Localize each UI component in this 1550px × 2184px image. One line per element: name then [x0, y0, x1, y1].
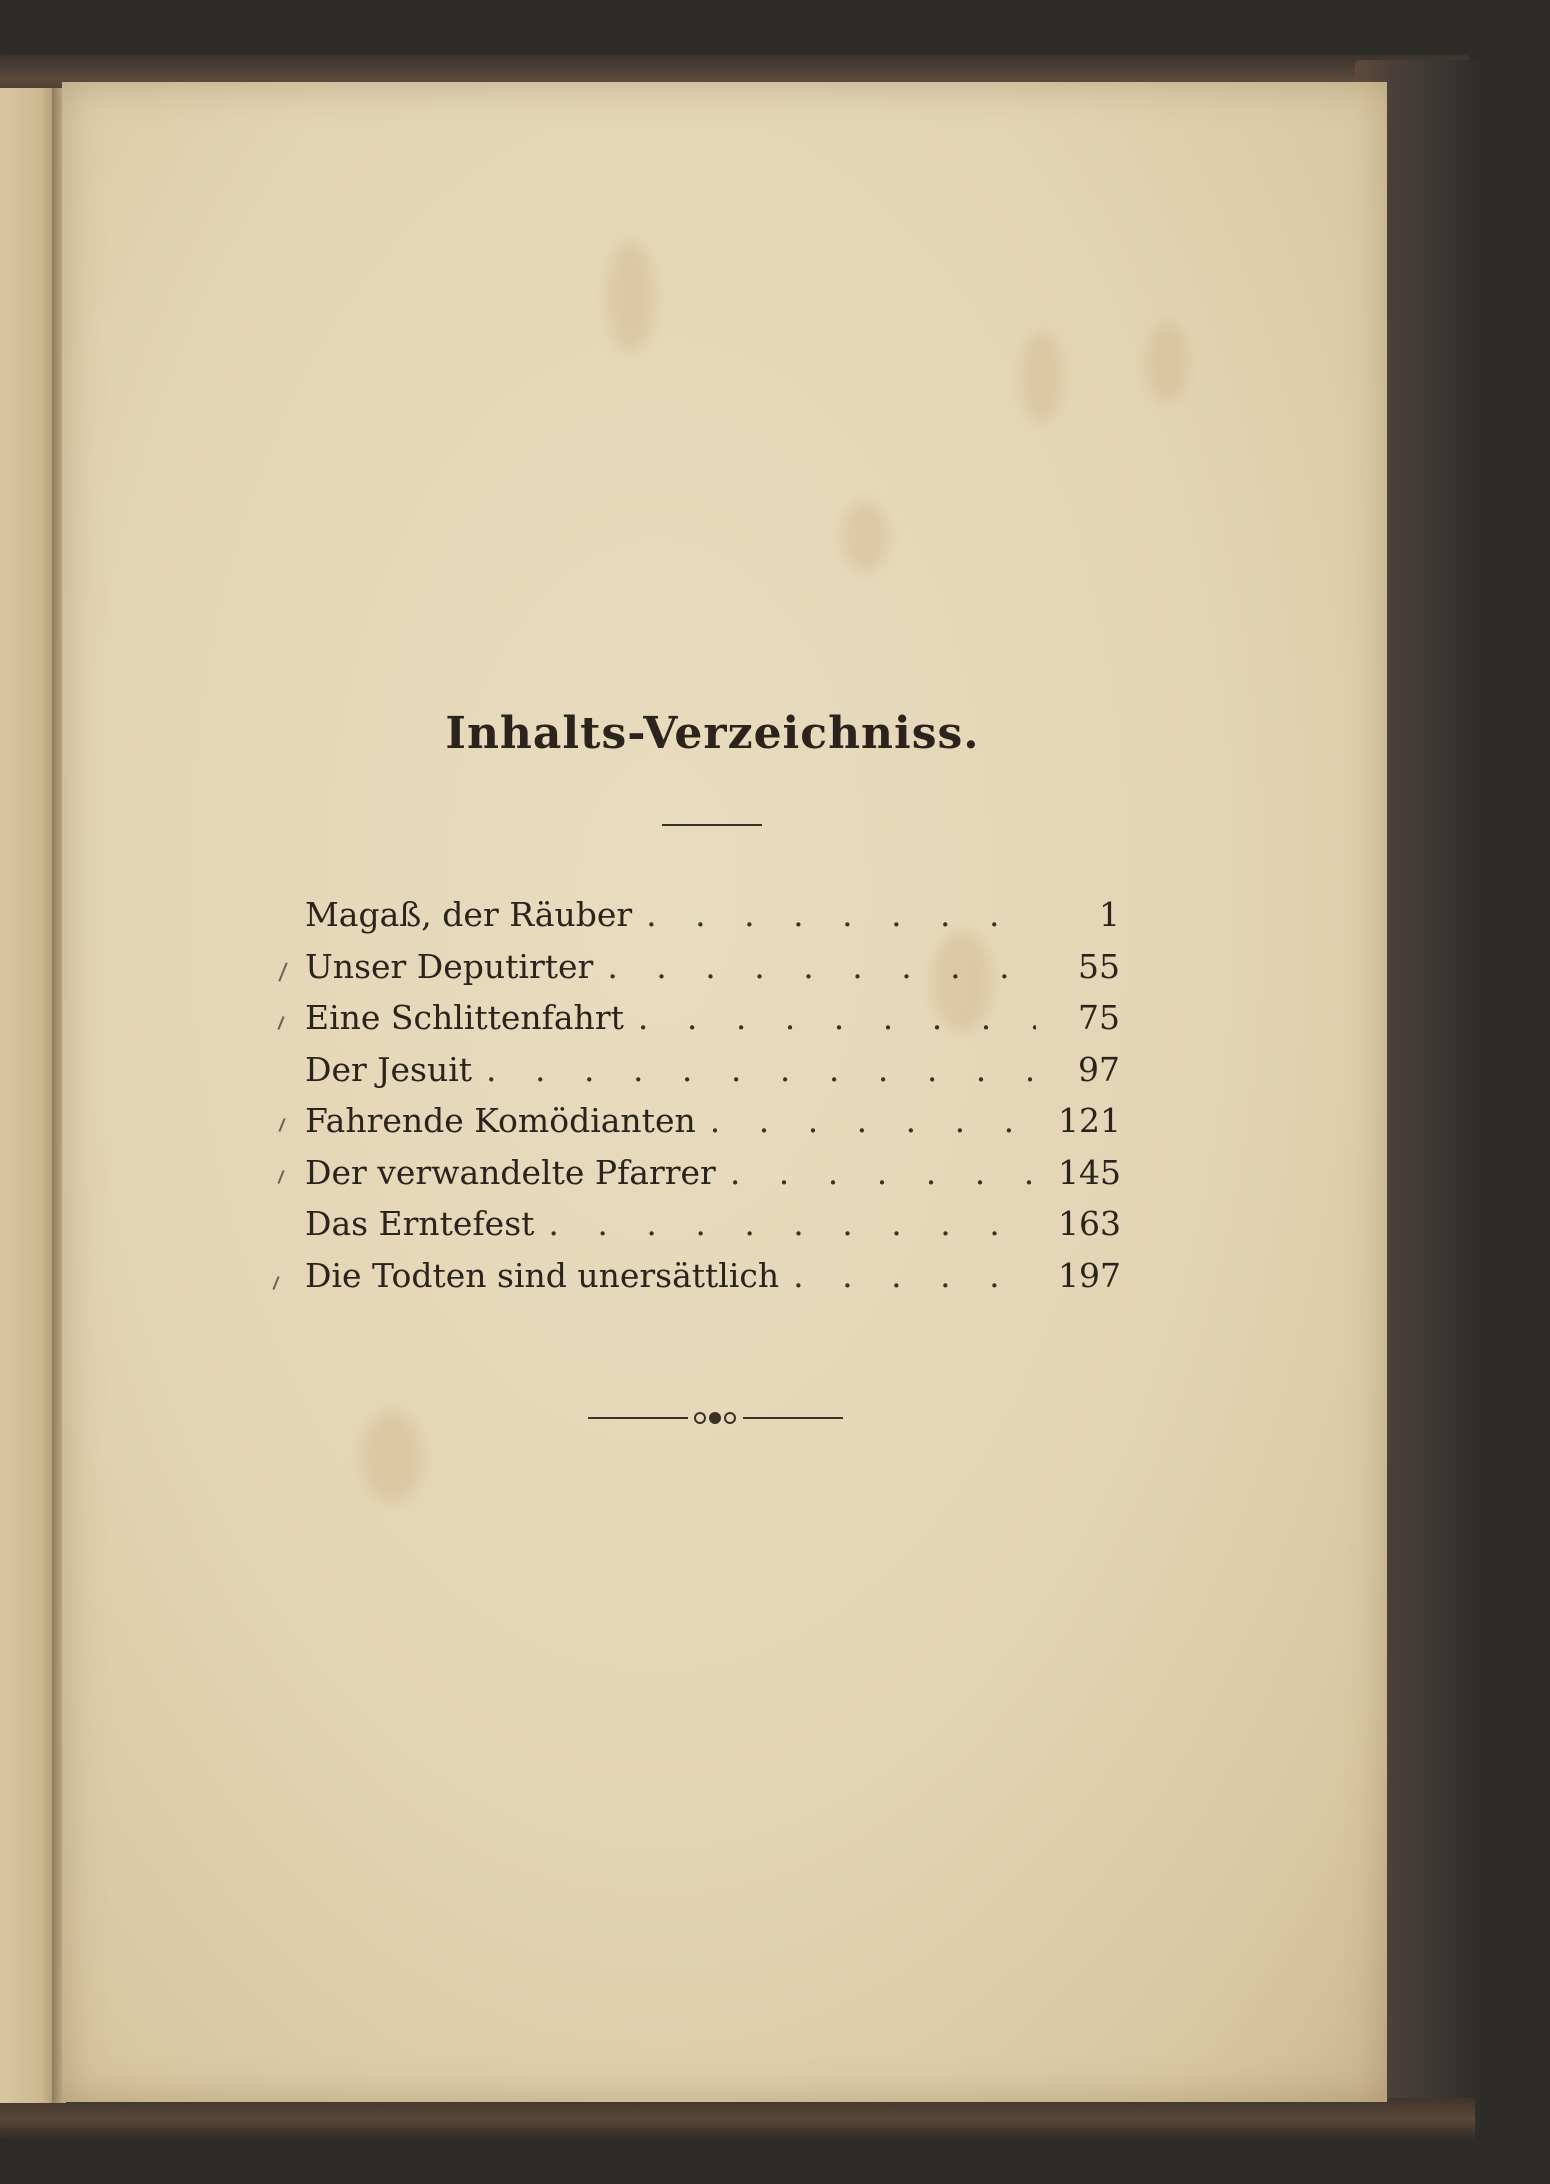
- toc-entry-title: Unser Deputirter: [305, 946, 594, 986]
- toc-leader-dots: [730, 1153, 1036, 1192]
- toc-entry: [305, 1101, 1120, 1153]
- paper-stain: [842, 502, 888, 572]
- toc-entry-title: Die Todten sind unersättlich: [305, 1255, 780, 1295]
- left-page-edge: [0, 88, 58, 2103]
- toc-leader-dots: [638, 998, 1036, 1037]
- toc-entry: [305, 1153, 1120, 1205]
- toc-entry-page: 121: [1058, 1101, 1121, 1140]
- toc-entry-page: 75: [1078, 998, 1120, 1037]
- toc-entry-title: Eine Schlittenfahrt: [305, 998, 624, 1037]
- toc-entry: [305, 1256, 1120, 1308]
- paper-stain: [1022, 332, 1062, 422]
- toc-heading: Inhalts-Verzeichniss.: [445, 708, 980, 759]
- paper-stain: [607, 242, 655, 352]
- toc-entry-page: 1: [1099, 895, 1120, 934]
- toc-entry-page: 145: [1058, 1152, 1121, 1192]
- table-of-contents: [305, 895, 1120, 1307]
- heading-rule: [662, 824, 762, 826]
- toc-entry-page: 197: [1058, 1255, 1121, 1295]
- toc-entry-title: Fahrende Komödianten: [305, 1101, 696, 1140]
- paper-stain: [1147, 322, 1187, 402]
- toc-entry-page: 55: [1078, 946, 1120, 986]
- toc-leader-dots: [646, 895, 1036, 934]
- toc-leader-dots: [486, 1050, 1036, 1089]
- toc-entry-title: Magaß, der Räuber: [305, 895, 633, 934]
- toc-entry: [305, 947, 1120, 999]
- toc-entry-page: 163: [1058, 1204, 1121, 1243]
- toc-entry: [305, 1050, 1120, 1102]
- paper-stain: [362, 1412, 422, 1502]
- book-cover-bottom-edge: [0, 2098, 1475, 2140]
- toc-leader-dots: [793, 1256, 1036, 1295]
- toc-entry: [305, 998, 1120, 1050]
- closing-ornament: [588, 1406, 843, 1430]
- toc-entry-page: 97: [1078, 1049, 1120, 1089]
- toc-entry-title: Der Jesuit: [305, 1049, 473, 1089]
- toc-entry: [305, 1204, 1120, 1256]
- toc-leader-dots: [548, 1204, 1036, 1243]
- toc-leader-dots: [607, 947, 1036, 986]
- toc-leader-dots: [710, 1101, 1036, 1140]
- toc-entry-title: Der verwandelte Pfarrer: [305, 1152, 716, 1192]
- toc-entry-title: Das Erntefest: [305, 1204, 535, 1243]
- toc-entry: [305, 895, 1120, 947]
